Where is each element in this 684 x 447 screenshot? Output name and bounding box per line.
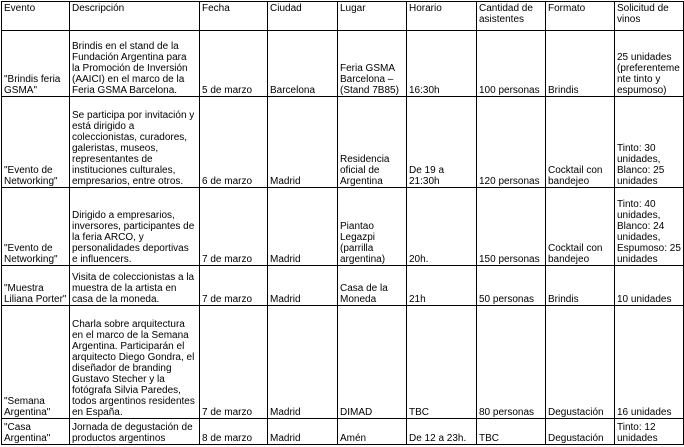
- cell-horario: 21h: [407, 266, 477, 306]
- cell-horario: 20h.: [407, 188, 477, 266]
- cell-solicitud: 25 unidades (preferenteme nte tinto y espumoso): [615, 31, 684, 97]
- cell-evento: "Muestra Liliana Porter": [2, 266, 70, 306]
- header-row: [2, 2, 684, 31]
- cell-formato: Degustación: [546, 419, 615, 445]
- cell-cantidad: 80 personas: [477, 306, 546, 419]
- cell-fecha: 7 de marzo: [200, 306, 268, 419]
- cell-evento: "Evento de Networking": [2, 188, 70, 266]
- cell-descripcion: Visita de coleccionistas a la muestra de la artista en casa de la moneda.: [70, 266, 200, 306]
- cell-lugar: DIMAD: [338, 306, 407, 419]
- cell-solicitud: Tinto: 40 unidades, Blanco: 24 unidades, Espumoso: 25 unidades: [615, 188, 684, 266]
- header-solicitud: Solicitud de vinos: [615, 2, 684, 31]
- cell-lugar: Feria GSMA Barcelona – (Stand 7B85): [338, 31, 407, 97]
- cell-descripcion: Se participa por invitación y está dirigido a coleccionistas, curadores, galeristas, museos, representantes de instituciones culturales, empresarios, entre otros.: [70, 97, 200, 188]
- table-row: [2, 188, 684, 266]
- cell-cantidad: 100 personas: [477, 31, 546, 97]
- cell-formato: Cocktail con bandejeo: [546, 97, 615, 188]
- cell-lugar: Residencia oficial de Argentina: [338, 97, 407, 188]
- cell-fecha: 5 de marzo: [200, 31, 268, 97]
- cell-fecha: 7 de marzo: [200, 266, 268, 306]
- cell-cantidad: 50 personas: [477, 266, 546, 306]
- cell-formato: Brindis: [546, 266, 615, 306]
- cell-ciudad: Madrid: [268, 419, 338, 445]
- cell-solicitud: Tinto: 12 unidades: [615, 419, 684, 445]
- table-row: [2, 306, 684, 419]
- cell-descripcion: Jornada de degustación de productos argentinos: [70, 419, 200, 445]
- cell-evento: "Casa Argentina": [2, 419, 70, 445]
- table-row: [2, 97, 684, 188]
- cell-evento: "Brindis feria GSMA": [2, 31, 70, 97]
- cell-ciudad: Madrid: [268, 97, 338, 188]
- cell-descripcion: Dirigido a empresarios, inversores, participantes de la feria ARCO, y personalidades deportivas e influencers.: [70, 188, 200, 266]
- cell-lugar: Amén: [338, 419, 407, 445]
- header-ciudad: Ciudad: [268, 2, 338, 31]
- table-row: [2, 266, 684, 306]
- cell-solicitud: Tinto: 30 unidades, Blanco: 25 unidades: [615, 97, 684, 188]
- cell-ciudad: Madrid: [268, 306, 338, 419]
- cell-ciudad: Madrid: [268, 266, 338, 306]
- cell-descripcion: Brindis en el stand de la Fundación Argentina para la Promoción de Inversión (AAICI) en el marco de la Feria GSMA Barcelona.: [70, 31, 200, 97]
- cell-horario: 16:30h: [407, 31, 477, 97]
- cell-solicitud: 16 unidades: [615, 306, 684, 419]
- cell-ciudad: Madrid: [268, 188, 338, 266]
- cell-lugar: Casa de la Moneda: [338, 266, 407, 306]
- header-horario: Horario: [407, 2, 477, 31]
- cell-fecha: 8 de marzo: [200, 419, 268, 445]
- header-evento: Evento: [2, 2, 70, 31]
- header-cantidad: Cantidad de asistentes: [477, 2, 546, 31]
- cell-lugar: Piantao Legazpi (parrilla argentina): [338, 188, 407, 266]
- events-table: [1, 1, 684, 445]
- cell-formato: Degustación: [546, 306, 615, 419]
- table-row: [2, 31, 684, 97]
- header-descripcion: Descripción: [70, 2, 200, 31]
- cell-formato: Brindis: [546, 31, 615, 97]
- cell-solicitud: 10 unidades: [615, 266, 684, 306]
- table-row: [2, 419, 684, 445]
- cell-evento: "Evento de Networking": [2, 97, 70, 188]
- cell-cantidad: 150 personas: [477, 188, 546, 266]
- cell-cantidad: TBC: [477, 419, 546, 445]
- header-lugar: Lugar: [338, 2, 407, 31]
- cell-fecha: 6 de marzo: [200, 97, 268, 188]
- header-fecha: Fecha: [200, 2, 268, 31]
- cell-descripcion: Charla sobre arquitectura en el marco de la Semana Argentina. Participarán el arquitecto Diego Gondra, el diseñador de branding Gustavo Stecher y la fotógrafa Silvia Paredes, todos argentinos residentes en España.: [70, 306, 200, 419]
- cell-fecha: 7 de marzo: [200, 188, 268, 266]
- cell-formato: Cocktail con bandejeo: [546, 188, 615, 266]
- cell-horario: De 19 a 21:30h: [407, 97, 477, 188]
- cell-horario: TBC: [407, 306, 477, 419]
- cell-horario: De 12 a 23h.: [407, 419, 477, 445]
- cell-ciudad: Barcelona: [268, 31, 338, 97]
- cell-evento: "Semana Argentina": [2, 306, 70, 419]
- header-formato: Formato: [546, 2, 615, 31]
- cell-cantidad: 120 personas: [477, 97, 546, 188]
